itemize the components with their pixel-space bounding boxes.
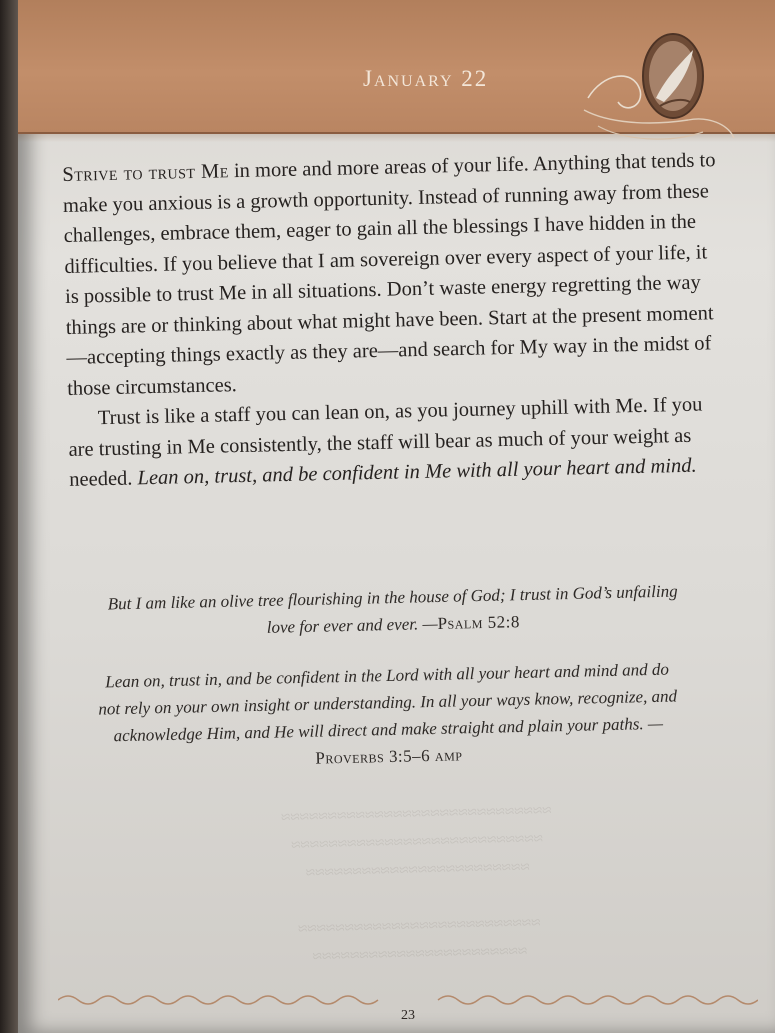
scripture-verse-1 bbox=[102, 577, 683, 644]
devotional-text bbox=[62, 145, 725, 495]
page-date: January 22 bbox=[363, 66, 489, 91]
verse-1-text: But I am like an olive tree flourishing in the house of God; I trust in God’s unfailing love for ever and ever. — bbox=[107, 581, 678, 637]
book-page bbox=[18, 0, 775, 1033]
paragraph-2-body: Trust is like a staff you can lean on, as you journey uphill with Me. If you are trusting in Me consistently, the staff will bear as much of your weight as needed. bbox=[68, 393, 703, 491]
paragraph-2 bbox=[68, 389, 726, 495]
flourish-emblem-icon bbox=[578, 28, 738, 148]
scripture-verse-2 bbox=[97, 655, 679, 776]
paragraph-1-body: in more and more areas of your life. Anything that tends to make you anxious is a growth opportunity. Instead of running away from these challenges, embrace them, eager to gain all the blessings I have hidden in the difficulties. If you believe that I am sovereign over every aspect of your life, it is possible to trust Me in all situations. Don’t waste energy regretting the way things are or thinking about what might have been. Start at the present moment—accepting things exactly as they are—and search for My way in the midst of those circumstances. bbox=[62, 149, 716, 400]
paragraph-1 bbox=[62, 145, 723, 404]
verse-2-reference: Proverbs 3:5–6 amp bbox=[315, 745, 463, 768]
footer-border-ornament bbox=[58, 990, 758, 1008]
verse-2-text: Lean on, trust in, and be confident in the Lord with all your heart and mind and do not rely on your own insight or understanding. In all your ways know, recognize, and acknowledge Him, and He will direct and make straight and plain your paths. — bbox=[98, 659, 678, 746]
paragraph-2-italic: Lean on, trust, and be confident in Me with all your heart and mind. bbox=[137, 454, 697, 490]
verse-1-reference: Psalm 52:8 bbox=[437, 612, 521, 633]
bleed-through-texture: ≈≈≈≈≈≈≈≈≈≈≈≈≈≈≈≈≈≈≈≈≈≈≈≈≈≈≈≈≈ ≈≈≈≈≈≈≈≈≈≈≈≈≈≈≈≈≈≈≈≈≈≈≈≈≈≈≈ ≈≈≈≈≈≈≈≈≈≈≈≈≈≈≈≈≈≈≈≈≈≈≈≈ ≈≈≈≈≈≈≈≈≈≈≈≈≈≈≈≈≈≈≈≈≈≈≈≈≈≈ ≈≈≈≈≈≈≈≈≈≈≈≈≈≈≈≈≈≈≈≈≈≈≈ bbox=[280, 800, 552, 966]
page-number: 23 bbox=[401, 1008, 415, 1023]
paragraph-1-lead: Strive to trust Me bbox=[62, 160, 230, 186]
